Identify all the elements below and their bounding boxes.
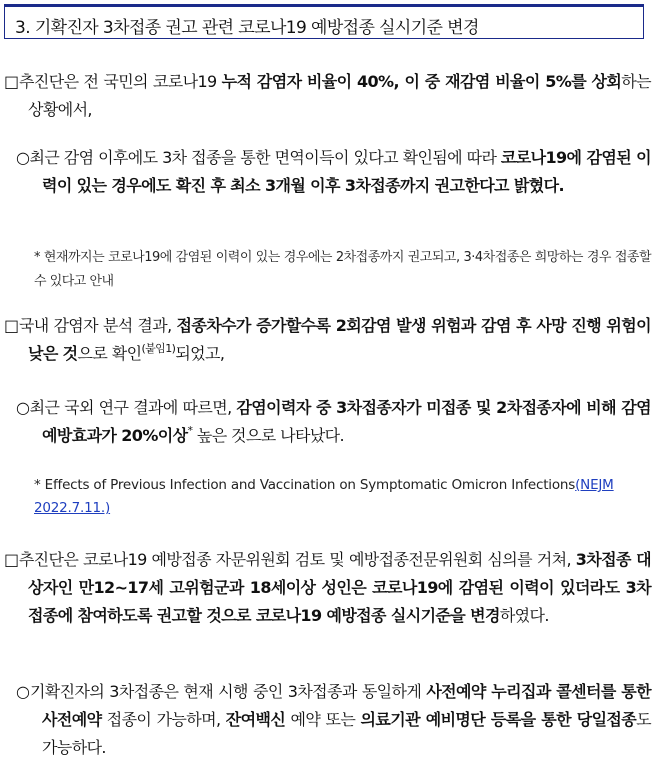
emphasis: 사전예약 누리집과 콜센터를 통한 사전예약 [42, 682, 651, 729]
section-title: 3. 기확진자 3차접종 권고 관련 코로나19 예방접종 실시기준 변경 [15, 18, 479, 38]
paragraph-1-sub: ○최근 감염 이후에도 3차 접종을 통한 면역이득이 있다고 확인됨에 따라 코로나19에 감염된 이력이 있는 경우에도 확진 후 최소 3개월 이후 3차접종까지 권고한다고 밝혔다. [16, 148, 651, 195]
emphasis: 접종차수가 증가할수록 2회감염 발생 위험과 감염 후 사망 진행 위험이 낮은 것 [28, 316, 651, 363]
paragraph-2: □국내 감염자 분석 결과, 접종차수가 증가할수록 2회감염 발생 위험과 감염 후 사망 진행 위험이 낮은 것으로 확인$^{(붙임1)}$되었고, [4, 316, 651, 363]
footnote-2: * Effects of Previous Infection and Vaccination on Symptomatic Omicron Infections(NEJM 2022.7.11.) [34, 477, 614, 516]
circle-bullet-icon: ○ [16, 682, 30, 701]
paragraph-1: □추진단은 전 국민의 코로나19 누적 감염자 비율이 40%, 이 중 재감염 비율이 5%를 상회하는 상황에서, [4, 72, 651, 119]
emphasis: 3차접종 대상자인 만12~17세 고위험군과 18세이상 성인은 코로나19에 감염된 이력이 있더라도 3차접종에 참여하도록 권고할 것으로 코로나19 예방접종 실시기준을 변경 [28, 550, 651, 625]
emphasis: 잔여백신 [225, 710, 286, 729]
emphasis: 의료기관 예비명단 등록을 통한 당일접종 [360, 710, 637, 729]
circle-bullet-icon: ○ [16, 148, 30, 167]
appendix-reference: (붙임1) [141, 342, 176, 355]
nejm-citation-link[interactable]: (NEJM 2022.7.11.) [34, 477, 614, 516]
square-bullet-icon: □ [4, 72, 20, 91]
circle-bullet-icon: ○ [16, 398, 30, 417]
paragraph-3-sub: ○기확진자의 3차접종은 현재 시행 중인 3차접종과 동일하게 사전예약 누리집과 콜센터를 통한 사전예약 접종이 가능하며, 잔여백신 예약 또는 의료기관 예비명단 등록을 통한 당일접종도 가능하다. [16, 682, 652, 757]
paragraph-3: □추진단은 코로나19 예방접종 자문위원회 검토 및 예방접종전문위원회 심의를 거쳐, 3차접종 대상자인 만12~17세 고위험군과 18세이상 성인은 코로나19에 감염된 이력이 있더라도 3차접종에 참여하도록 권고할 것으로 코로나19 예방접종 실시기준을 변경하였다. [4, 550, 651, 625]
footnote-1: * 현재까지는 코로나19에 감염된 이력이 있는 경우에는 2차접종까지 권고되고, 3·4차접종은 희망하는 경우 접종할 수 있다고 안내 [34, 250, 651, 289]
square-bullet-icon: □ [4, 550, 19, 569]
emphasis: 감염이력자 중 3차접종자가 미접종 및 2차접종자에 비해 감염예방효과가 20%이상 [42, 398, 651, 445]
emphasis: 코로나19에 감염된 이력이 있는 경우에도 확진 후 최소 3개월 이후 3차접종까지 권고한다고 밝혔다. [42, 148, 651, 195]
paragraph-2-sub: ○최근 국외 연구 결과에 따르면, 감염이력자 중 3차접종자가 미접종 및 2차접종자에 비해 감염예방효과가 20%이상* 높은 것으로 나타났다. [16, 398, 651, 445]
footnote-mark: * [187, 424, 193, 437]
section-title-box [4, 4, 644, 39]
square-bullet-icon: □ [4, 316, 19, 335]
emphasis: 누적 감염자 비율이 40%, 이 중 재감염 비율이 5%를 상회 [221, 72, 622, 91]
